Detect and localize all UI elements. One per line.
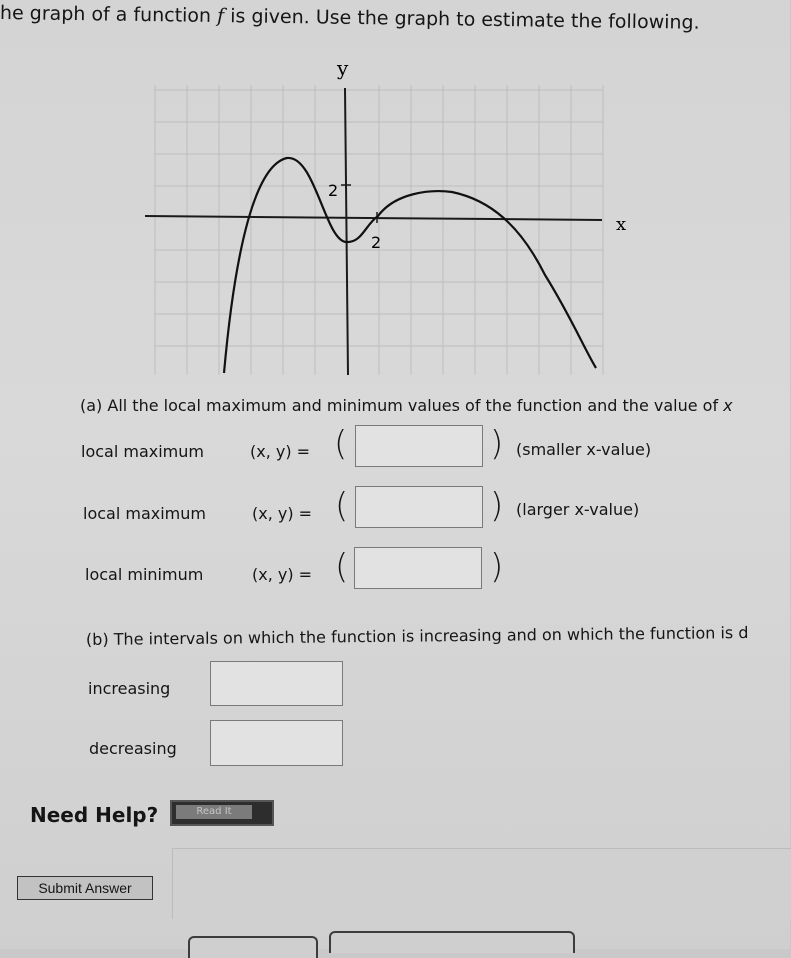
x-axis-label: x [616,214,627,235]
local-max-1-close-paren: ) [490,424,504,464]
submit-answer-button[interactable]: Submit Answer [17,876,153,900]
local-min-close-paren: ) [490,547,504,587]
bottom-button-left[interactable] [188,936,318,958]
local-max-1-label: local maximum [81,442,204,461]
y-tick-label: 2 [328,181,339,200]
read-it-button[interactable] [170,800,274,826]
decreasing-input[interactable] [210,720,343,766]
problem-prompt [0,2,700,34]
increasing-input[interactable] [210,661,343,706]
y-axis-label: y [337,56,349,80]
local-max-2-note: (larger x-value) [516,500,640,519]
local-max-2-input[interactable] [355,486,483,528]
bottom-button-right[interactable] [329,931,575,953]
local-min-label: local minimum [85,565,204,584]
local-max-2-open-paren: ( [335,486,349,526]
local-max-1-note: (smaller x-value) [516,440,652,459]
local-min-xy: (x, y) = [252,565,313,584]
read-it-label: Read It [176,805,252,819]
prompt-suffix: is given. Use the graph to estimate the following. [230,5,700,34]
local-min-input[interactable] [354,547,482,589]
part-a-intro-text: (a) All the local maximum and minimum values of the function and the value of [80,396,719,415]
part-a-intro [80,396,733,415]
decreasing-label: decreasing [89,739,177,758]
x-tick-label: 2 [371,233,382,252]
part-b-intro: (b) The intervals on which the function is increasing and on which the function is d [85,623,749,649]
local-min-open-paren: ( [335,547,349,587]
local-max-2-close-paren: ) [490,486,504,526]
function-graph [140,50,627,390]
local-max-2-xy: (x, y) = [252,504,313,523]
part-a-intro-var: x [723,396,733,415]
y-axis [345,88,348,375]
function-curve [224,158,596,373]
local-max-1-open-paren: ( [334,424,348,464]
increasing-label: increasing [88,679,171,698]
need-help-label: Need Help? [30,803,159,827]
grid [155,85,603,375]
local-max-1-input[interactable] [355,425,483,467]
local-max-2-label: local maximum [83,504,206,523]
prompt-prefix: he graph of a function [0,2,212,27]
local-max-1-xy: (x, y) = [250,442,311,461]
answer-area [172,848,791,919]
prompt-function-name: f [216,5,225,28]
